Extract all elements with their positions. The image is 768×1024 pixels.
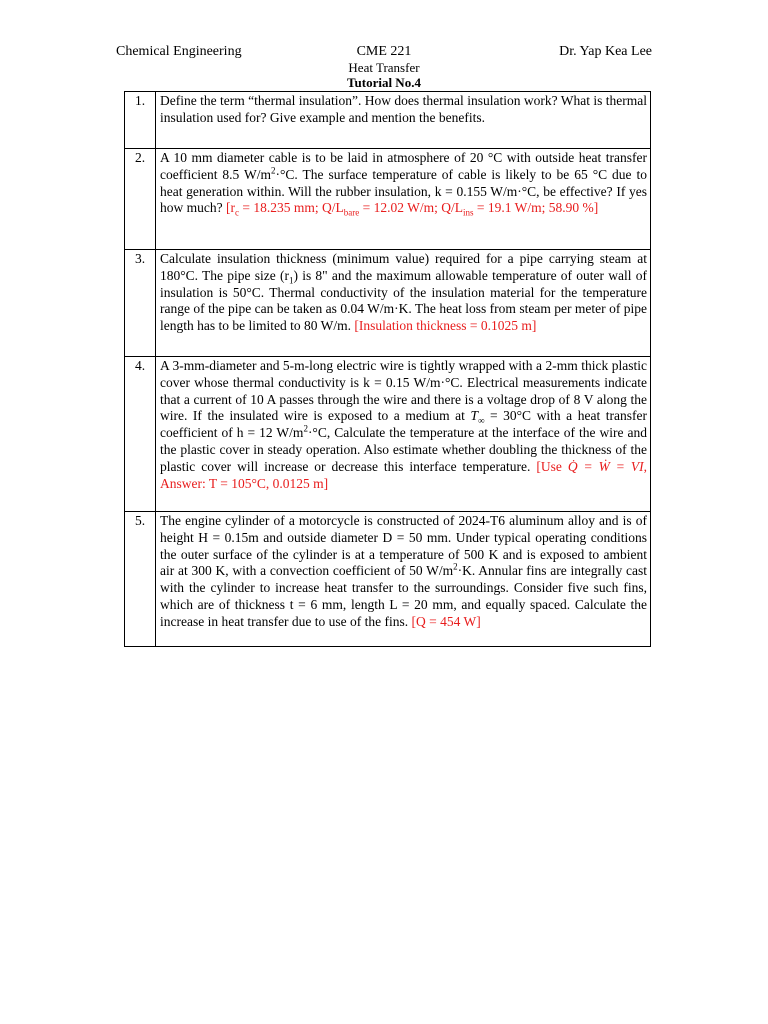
questions-table (124, 91, 651, 647)
question-text: Define the term “thermal insulation”. How does thermal insulation work? What is thermal insulation used for? Give example and mention the benefits. (156, 92, 651, 149)
course-name: Heat Transfer (348, 60, 420, 75)
question-row-3 (125, 250, 651, 357)
question-text: Calculate insulation thickness (minimum value) required for a pipe carrying steam at 180°C. The pipe size $(r_1)$ is 8" and the maximum allowable temperature of outer wall of insulation is 50°C. Thermal conductivity of the insulation material for the temperature range of the pipe can be taken as 0.04 W/m·K. The heat loss from steam per meter of pipe length has to be limited to 80 W/m. [Insulation thickness = 0.1025 m] (156, 250, 651, 357)
question-number: 5. (125, 512, 156, 647)
answer-text: [$r_c = 18.235$ mm; $Q/L_{bare} = 12.02$ W/m; $Q/L_{ins} = 19.1$ W/m; 58.90 %] (222, 200, 599, 219)
question-row-2 (125, 149, 651, 250)
question-text: A 10 mm diameter cable is to be laid in atmosphere of 20 °C with outside heat transfer coefficient 8.5 $W/m^2\cdot^\circ C$. The surface temperature of cable is likely to be 65 °C due to heat generation within. Will the rubber insulation, k = 0.155 W/m·°C, be effective? If yes how much? [$r_c = 18.235$ mm; $Q/L_{bare} = 12.02$ W/m; $Q/L_{ins} = 19.1$ W/m; 58.90 %] (156, 149, 651, 250)
question-text: A 3-mm-diameter and 5-m-long electric wire is tightly wrapped with a 2-mm thick plastic cover whose thermal conductivity is k = 0.15 W/m·°C. Electrical measurements indicate that a current of 10 A passes through the wire and there is a voltage drop of 8 V along the wire. If the insulated wire is exposed to a medium at $T_\infty = 30^\circ C$ with a heat transfer coefficient of h = 12 $W/m^2\cdot^\circ C$, Calculate the temperature at the interface of the wire and the plastic cover in steady operation. Also estimate whether doubling the thickness of the plastic cover will increase or decrease this interface temperature. [Use Q̇ = Ẇ = VI, Answer: T = 105°C, 0.0125 m] (156, 357, 651, 512)
course-code: CME 221 (356, 44, 412, 59)
answer-text: [Insulation thickness = 0.1025 m] (350, 318, 537, 334)
question-row-1 (125, 92, 651, 149)
course-header (284, 44, 484, 90)
question-row-5 (125, 512, 651, 647)
answer-text: [Q = 454 W] (408, 613, 481, 629)
question-number: 1. (125, 92, 156, 149)
tutorial-title: Tutorial No.4 (347, 75, 421, 90)
question-number: 3. (125, 250, 156, 357)
question-row-4 (125, 357, 651, 512)
answer-text: [Use Q̇ = Ẇ = VI, Answer: T = 105°C, 0.0125 m] (160, 458, 647, 491)
department-label: Chemical Engineering (116, 44, 242, 59)
lecturer-name: Dr. Yap Kea Lee (559, 44, 652, 59)
question-number: 2. (125, 149, 156, 250)
question-text: The engine cylinder of a motorcycle is constructed of 2024-T6 aluminum alloy and is of height H = 0.15m and outside diameter D = 50 mm. Under typical operating conditions the outer surface of the cylinder is at a temperature of 500 K and is exposed to ambient air at 300 K, with a convection coefficient of 50 $W/m^2\cdot K$. Annular fins are integrally cast with the cylinder to increase heat transfer to the surroundings. Consider five such fins, which are of thickness t = 6 mm, length L = 20 mm, and equally spaced. Calculate the increase in heat transfer due to use of the fins. [Q = 454 W] (156, 512, 651, 647)
question-number: 4. (125, 357, 156, 512)
